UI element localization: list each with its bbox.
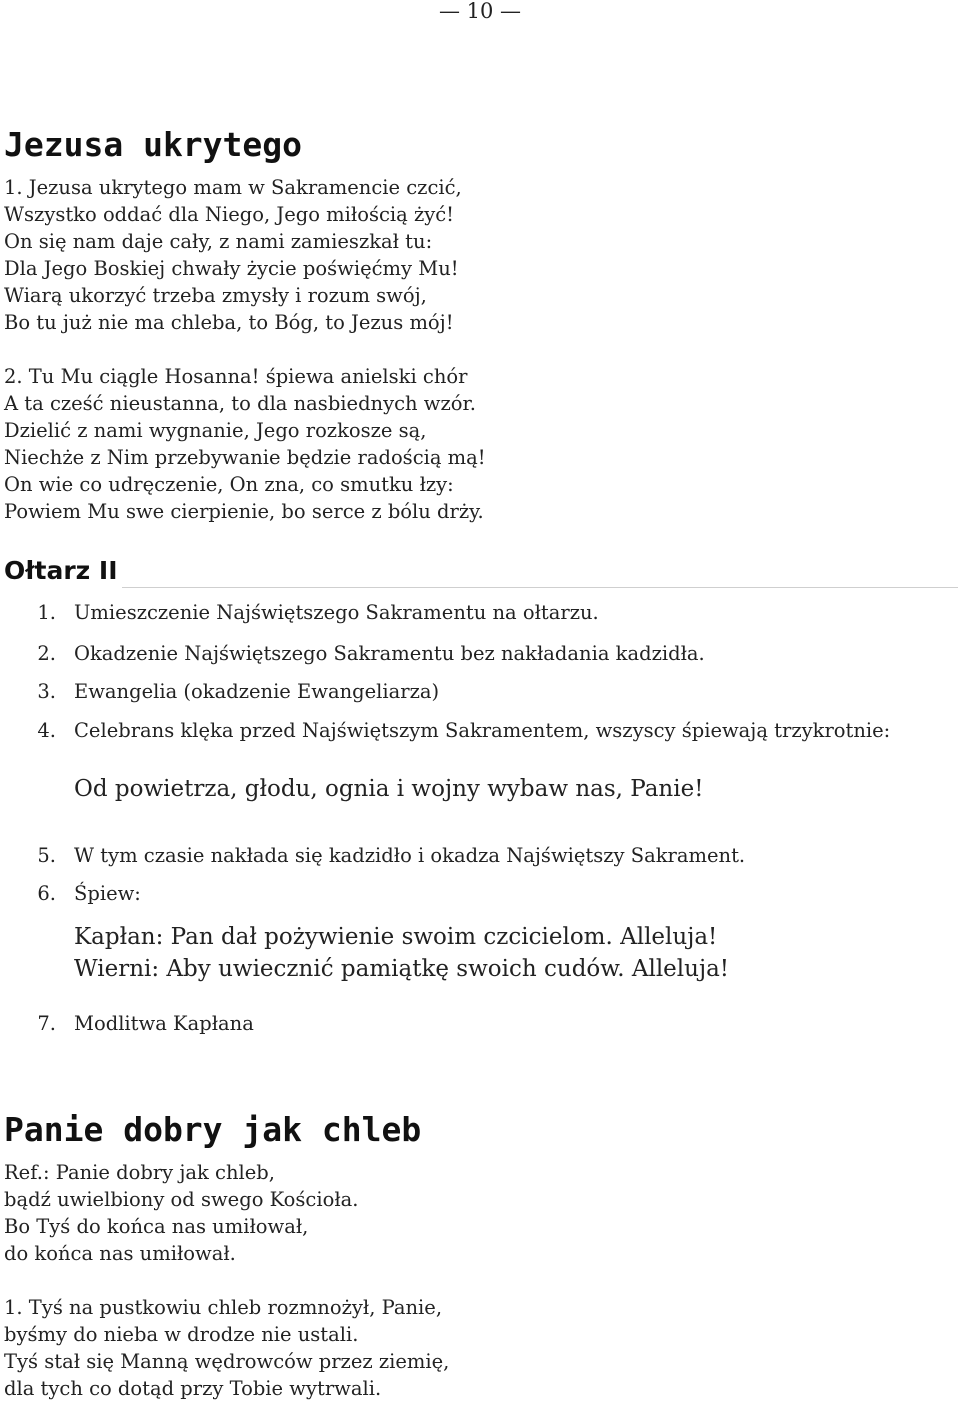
step-text: Celebrans klęka przed Najświętszym Sakramentem, wszyscy śpiewają trzykrotnie: <box>74 719 891 742</box>
heading-divider <box>122 587 958 588</box>
verse-line: 2. Tu Mu ciągle Hosanna! śpiewa anielski chór <box>4 365 468 388</box>
page-number: — 10 — <box>438 0 522 23</box>
step-number: 3. <box>37 680 56 703</box>
song-lyrics <box>4 174 960 525</box>
refrain-line: Bo Tyś do końca nas umiłował, <box>4 1215 309 1238</box>
altar-heading-block <box>4 554 960 588</box>
step-number: 7. <box>37 1012 56 1035</box>
step-number: 5. <box>37 844 56 867</box>
chant-line: Od powietrza, głodu, ognia i wojny wybaw nas, Panie! <box>74 776 704 802</box>
verse-line: Dzielić z nami wygnanie, Jego rozkosze są, <box>4 419 427 442</box>
song-jezusa-ukrytego <box>4 125 960 525</box>
verse-line: Powiem Mu swe cierpienie, bo serce z bólu drży. <box>4 500 484 523</box>
refrain-line: Ref.: Panie dobry jak chleb, <box>4 1161 275 1184</box>
verse-line: A ta cześć nieustanna, to dla nasbiednych wzór. <box>4 392 476 415</box>
verse-line: byśmy do nieba w drodze nie ustali. <box>4 1323 359 1346</box>
verse-line: Dla Jego Boskiej chwały życie poświęćmy Mu! <box>4 257 459 280</box>
step-text: Umieszczenie Najświętszego Sakramentu na ołtarzu. <box>74 601 599 624</box>
verse-line: 1. Jezusa ukrytego mam w Sakramencie czcić, <box>4 176 462 199</box>
dialog-line-faithful: Wierni: Aby uwiecznić pamiątkę swoich cudów. Alleluja! <box>74 956 730 982</box>
altar-title: Ołtarz II <box>4 556 118 585</box>
song-title: Panie dobry jak chleb <box>4 1110 422 1149</box>
verse-line: Wiarą ukorzyć trzeba zmysły i rozum swój, <box>4 284 427 307</box>
verse-line: Tyś stał się Manną wędrowców przez ziemię, <box>4 1350 450 1373</box>
refrain-line: bądź uwielbiony od swego Kościoła. <box>4 1188 359 1211</box>
step-text: W tym czasie nakłada się kadzidło i okadza Najświętszy Sakrament. <box>74 844 746 867</box>
verse-line: dla tych co dotąd przy Tobie wytrwali. <box>4 1377 382 1400</box>
step-number: 2. <box>37 642 56 665</box>
step-number: 4. <box>37 719 56 742</box>
step-number: 6. <box>37 882 56 905</box>
song-panie-dobry-jak-chleb <box>4 1110 960 1402</box>
step-number: 1. <box>37 601 56 624</box>
verse-line: 1. Tyś na pustkowiu chleb rozmnożył, Panie, <box>4 1296 443 1319</box>
verse-line: Wszystko oddać dla Niego, Jego miłością żyć! <box>4 203 454 226</box>
step-text: Śpiew: <box>74 882 141 905</box>
song-title: Jezusa ukrytego <box>4 125 303 164</box>
verse-line: Niechże z Nim przebywanie będzie radością mą! <box>4 446 486 469</box>
step-text: Modlitwa Kapłana <box>74 1012 254 1035</box>
song-lyrics <box>4 1159 960 1402</box>
dialog-line-priest: Kapłan: Pan dał pożywienie swoim czcicielom. Alleluja! <box>74 924 718 950</box>
verse-line: Bo tu już nie ma chleba, to Bóg, to Jezus mój! <box>4 311 454 334</box>
step-text: Ewangelia (okadzenie Ewangeliarza) <box>74 680 440 703</box>
refrain-line: do końca nas umiłował. <box>4 1242 236 1265</box>
step-text: Okadzenie Najświętszego Sakramentu bez nakładania kadzidła. <box>74 642 705 665</box>
verse-line: On się nam daje cały, z nami zamieszkał tu: <box>4 230 433 253</box>
verse-line: On wie co udręczenie, On zna, co smutku łzy: <box>4 473 454 496</box>
